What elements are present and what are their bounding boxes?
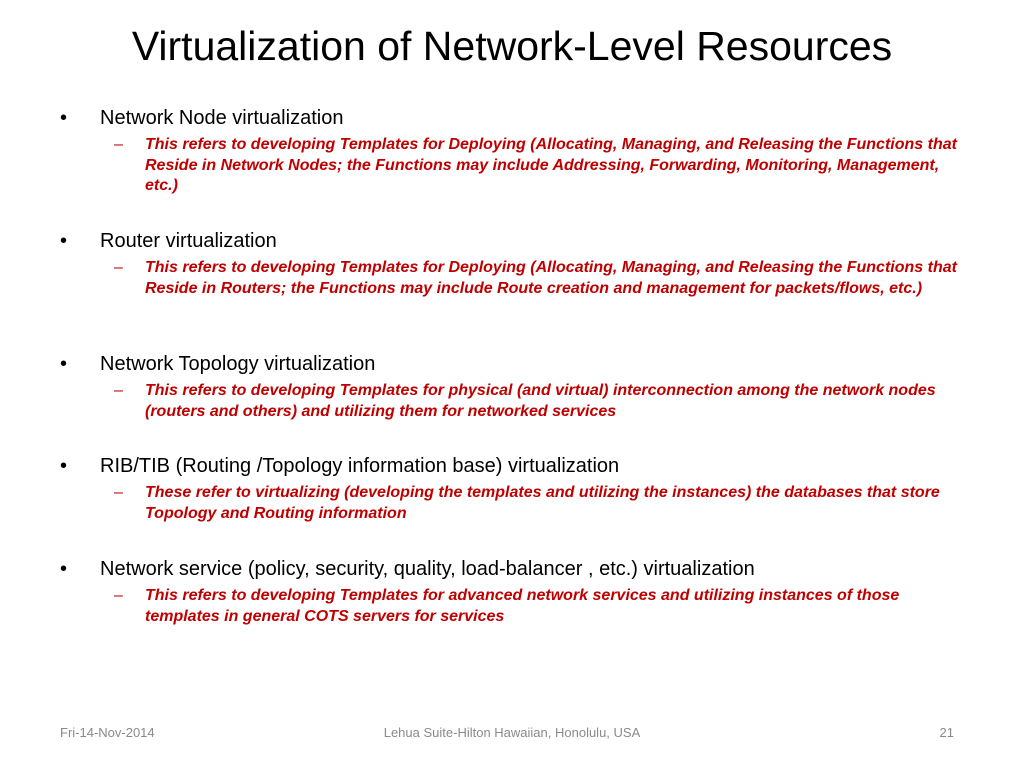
bullet-item-network-service xyxy=(0,556,1024,627)
bullet-marker: • xyxy=(60,353,68,375)
bullet-item-router xyxy=(0,228,1024,299)
bullet-text: Router virtualization xyxy=(100,230,277,252)
sub-bullet-text: This refers to developing Templates for physical (and virtual) interconnection among the network nodes (routers and others) and utilizing them for networked services xyxy=(145,382,936,420)
slide-title: Virtualization of Network-Level Resources xyxy=(131,23,893,69)
sub-bullet-marker: – xyxy=(114,136,123,153)
sub-bullet-marker: – xyxy=(114,484,123,501)
bullet-item-rib-tib xyxy=(0,453,1024,524)
sub-bullet-text: This refers to developing Templates for Deploying (Allocating, Managing, and Releasing the Functions that Reside in Network Nodes; the Functions may include Addressing, Forwarding, Monitoring, Management, etc.) xyxy=(145,136,957,194)
footer-page-number: 21 xyxy=(939,725,954,740)
bullet-text: Network Node virtualization xyxy=(100,107,344,129)
sub-bullet-text: This refers to developing Templates for Deploying (Allocating, Managing, and Releasing the Functions that Reside in Routers; the Functions may include Route creation and management for packets/flows, etc.) xyxy=(145,259,957,297)
bullet-text: RIB/TIB (Routing /Topology information base) virtualization xyxy=(100,455,620,477)
sub-bullet-marker: – xyxy=(114,587,123,604)
bullet-text: Network service (policy, security, quality, load-balancer , etc.) virtualization xyxy=(100,558,755,580)
bullet-marker: • xyxy=(60,455,68,477)
footer-date: Fri-14-Nov-2014 xyxy=(60,725,155,740)
sub-bullet-text: This refers to developing Templates for advanced network services and utilizing instances of those templates in general COTS servers for services xyxy=(145,587,900,625)
bullet-item-network-topology xyxy=(0,351,1024,422)
bullet-marker: • xyxy=(60,230,68,252)
sub-bullet-marker: – xyxy=(114,259,123,276)
bullet-marker: • xyxy=(60,107,68,129)
bullet-marker: • xyxy=(60,558,68,580)
sub-bullet-text: These refer to virtualizing (developing the templates and utilizing the instances) the databases that store Topology and Routing information xyxy=(145,484,940,522)
sub-bullet-marker: – xyxy=(114,382,123,399)
bullet-item-network-node xyxy=(0,105,1024,197)
footer-venue: Lehua Suite-Hilton Hawaiian, Honolulu, USA xyxy=(383,725,641,740)
bullet-text: Network Topology virtualization xyxy=(100,353,376,375)
